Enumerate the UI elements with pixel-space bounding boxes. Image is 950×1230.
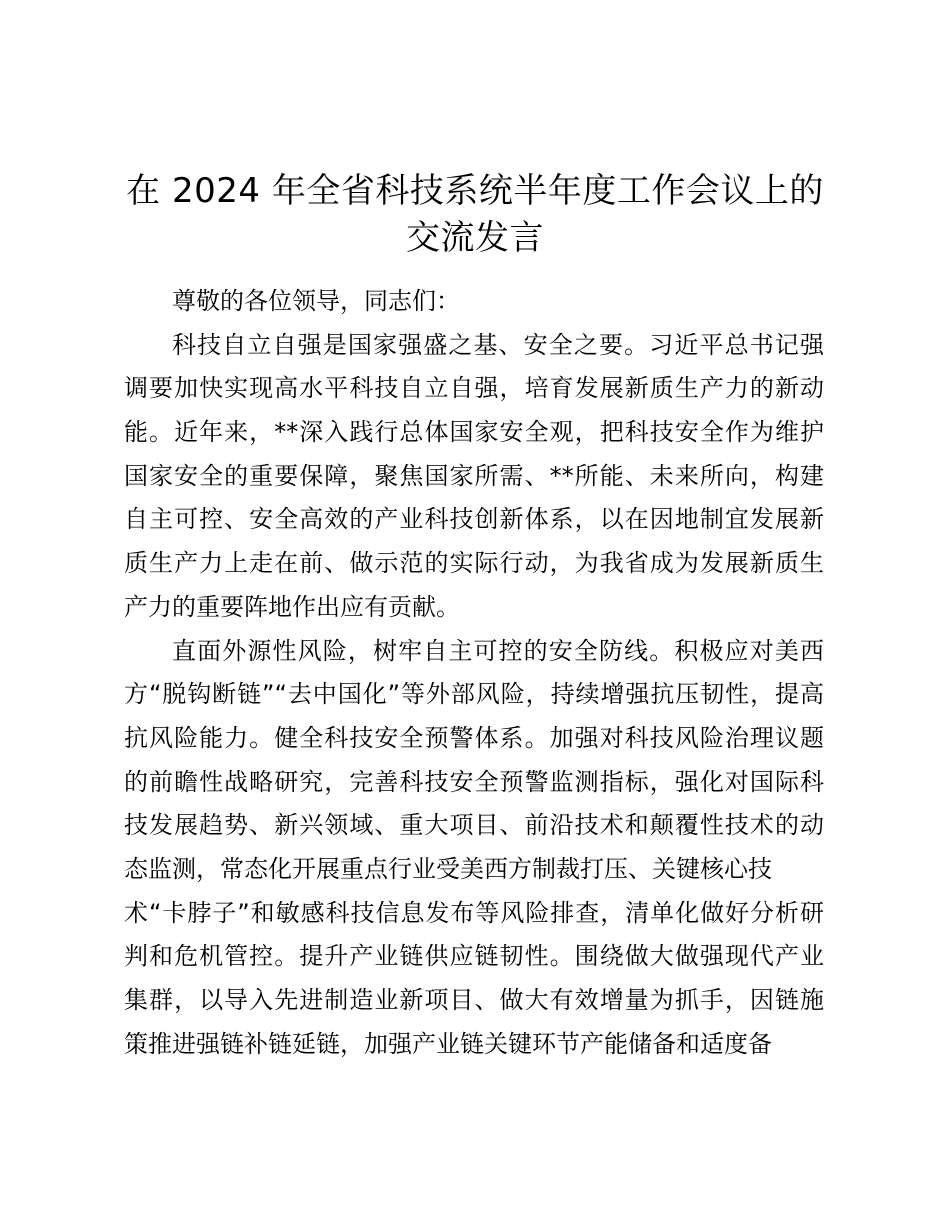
text-line: 判和危机管控。提升产业链供应链韧性。围绕做大做强现代产业 xyxy=(124,942,824,971)
text-line: 能。近年来，**深入践行总体国家安全观，把科技安全作为维护 xyxy=(124,418,824,447)
text-line: 技发展趋势、新兴领域、重大项目、前沿技术和颠覆性技术的动 xyxy=(124,811,824,840)
text-line: 自主可控、安全高效的产业科技创新体系，以在因地制宜发展新 xyxy=(124,505,824,534)
text-line: 态监测，常态化开展重点行业受美西方制裁打压、关键核心技 xyxy=(124,854,772,883)
text-line: 质生产力上走在前、做示范的实际行动，为我省成为发展新质生 xyxy=(124,549,824,578)
text-line: 的前瞻性战略研究，完善科技安全预警监测指标，强化对国际科 xyxy=(124,767,824,796)
document-body xyxy=(124,280,824,1066)
title-line-2: 交流发言 xyxy=(406,218,544,258)
text-line: 抗风险能力。健全科技安全预警体系。加强对科技风险治理议题 xyxy=(124,723,824,752)
text-line: 产力的重要阵地作出应有贡献。 xyxy=(124,592,460,621)
text-line: 集群，以导入先进制造业新项目、做大有效增量为抓手，因链施 xyxy=(124,986,824,1014)
text-line: 直面外源性风险，树牢自主可控的安全防线。积极应对美西 xyxy=(172,636,824,665)
document-title xyxy=(100,168,850,262)
title-line-1: 在 2024 年全省科技系统半年度工作会议上的 xyxy=(126,171,824,211)
text-line: 策推进强链补链延链，加强产业链关键环节产能储备和适度备 xyxy=(124,1029,772,1058)
text-line: 方“脱钩断链”“去中国化”等外部风险，持续增强抗压韧性，提高 xyxy=(124,680,824,709)
text-line: 调要加快实现高水平科技自立自强，培育发展新质生产力的新动 xyxy=(124,374,824,403)
text-line: 国家安全的重要保障，聚焦国家所需、**所能、未来所向，构建 xyxy=(124,461,824,490)
text-line: 术“卡脖子”和敏感科技信息发布等风险排查，清单化做好分析研 xyxy=(124,898,824,927)
text-line: 尊敬的各位领导，同志们： xyxy=(172,287,460,315)
text-line: 科技自立自强是国家强盛之基、安全之要。习近平总书记强 xyxy=(172,330,824,359)
